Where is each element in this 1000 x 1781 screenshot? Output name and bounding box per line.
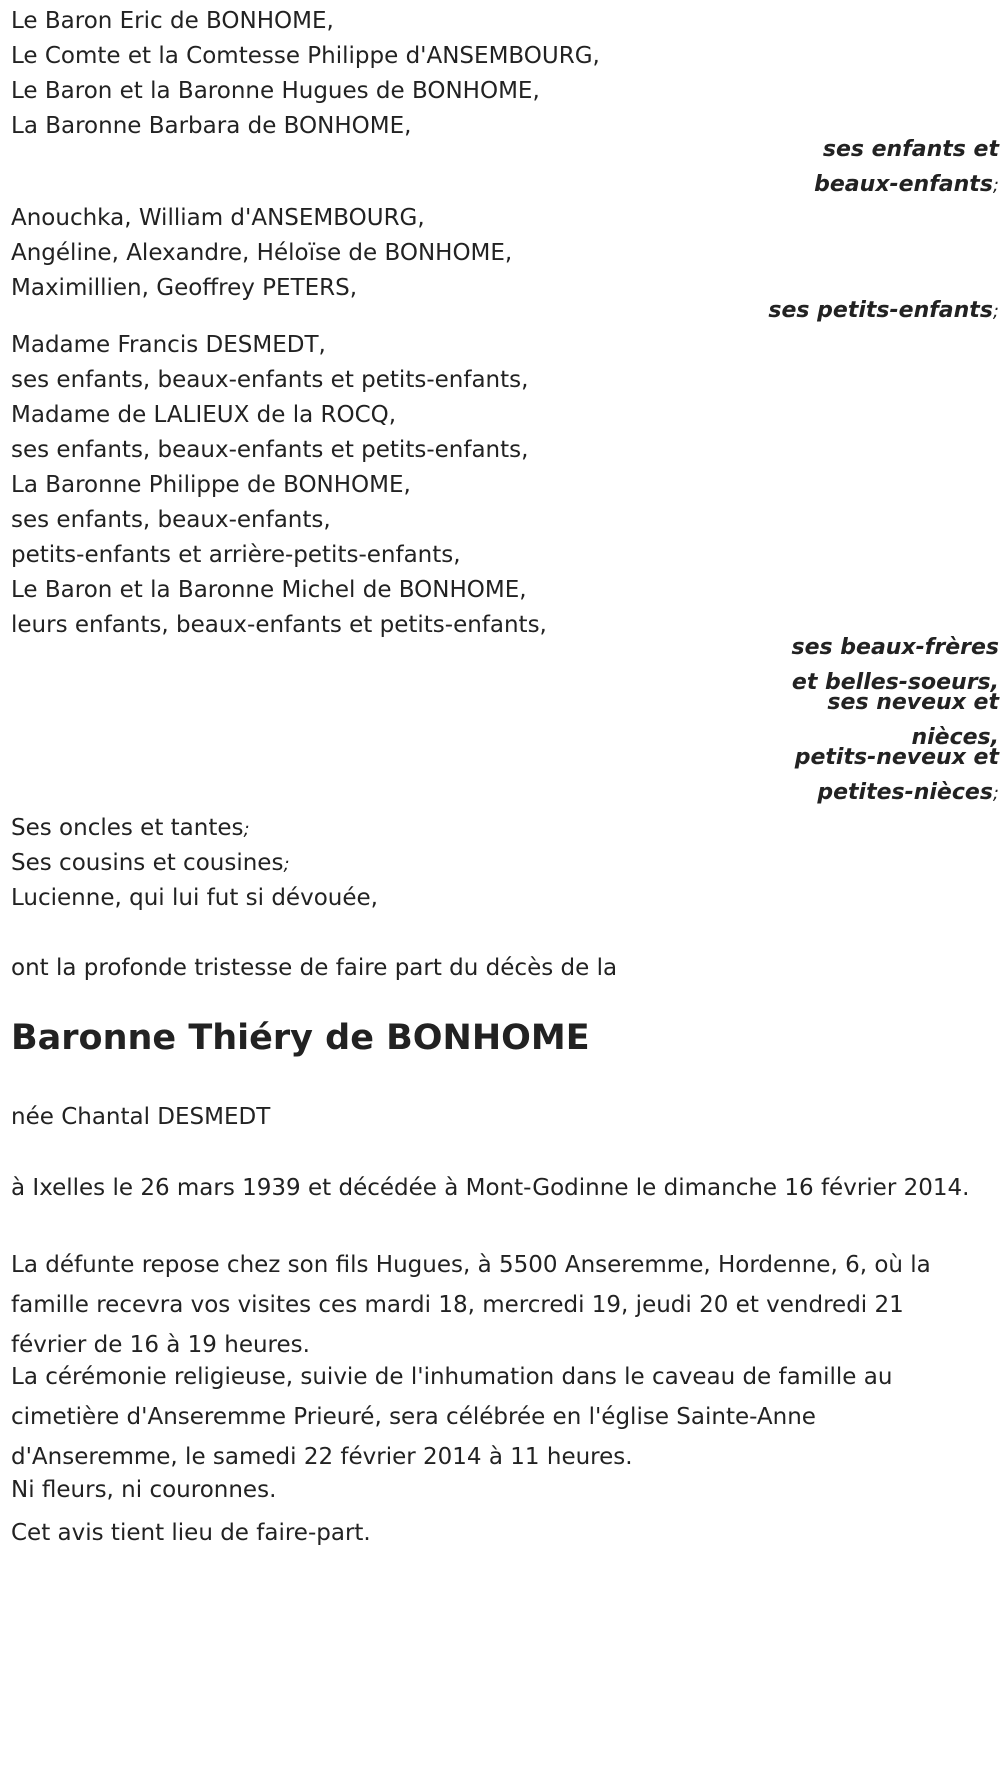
announcer-line: Madame Francis DESMEDT, <box>11 332 326 358</box>
announcer-line: Le Baron et la Baronne Michel de BONHOME, <box>11 577 527 603</box>
maiden-name: née Chantal DESMEDT <box>11 1104 271 1130</box>
announcer-line: La Baronne Barbara de BONHOME, <box>11 113 412 139</box>
deceased-name: Baronne Thiéry de BONHOME <box>11 1018 590 1058</box>
closing-paragraph: Cet avis tient lieu de faire-part. <box>11 1520 371 1546</box>
relation-label: beaux-enfants; <box>814 172 999 197</box>
birth-death-paragraph: à Ixelles le 26 mars 1939 et décédée à Mont-Godinne le dimanche 16 février 2014. <box>11 1175 970 1201</box>
visitation-paragraph: La défunte repose chez son fils Hugues, à 5500 Anseremme, Hordenne, 6, où la famille recevra vos visites ces mardi 18, mercredi 19, jeudi 20 et vendredi 21 février de 16 à 19 heures. <box>11 1252 931 1358</box>
announcer-line: ses enfants, beaux-enfants et petits-enfants, <box>11 437 529 463</box>
announcer-line: Le Baron Eric de BONHOME, <box>11 8 334 34</box>
relation-label: ses beaux-frères <box>791 635 999 660</box>
announcer-line: Le Comte et la Comtesse Philippe d'ANSEMBOURG, <box>11 43 600 69</box>
announcer-line: leurs enfants, beaux-enfants et petits-enfants, <box>11 612 547 638</box>
announcer-line: Maximillien, Geoffrey PETERS, <box>11 275 358 301</box>
announcer-line: Anouchka, William d'ANSEMBOURG, <box>11 205 425 231</box>
announcer-line: Ses oncles et tantes; <box>11 815 250 841</box>
announcer-line: Lucienne, qui lui fut si dévouée, <box>11 885 378 911</box>
announcer-line: Le Baron et la Baronne Hugues de BONHOME, <box>11 78 540 104</box>
announcer-line: Madame de LALIEUX de la ROCQ, <box>11 402 397 428</box>
ceremony-paragraph: La cérémonie religieuse, suivie de l'inhumation dans le caveau de famille au cimetière d'Anseremme Prieuré, sera célébrée en l'église Sainte-Anne d'Anseremme, le samedi 22 février 2014 à 11 heures. <box>11 1364 893 1470</box>
relation-label: petites-nièces; <box>817 780 999 805</box>
announcer-line: ses enfants, beaux-enfants, <box>11 507 331 533</box>
relation-label: petits-neveux et <box>794 745 999 770</box>
announcer-line: Angéline, Alexandre, Héloïse de BONHOME, <box>11 240 513 266</box>
flowers-paragraph: Ni fleurs, ni couronnes. <box>11 1477 277 1503</box>
relation-label: et belles-soeurs, <box>791 670 999 695</box>
relation-label: ses petits-enfants; <box>768 298 999 323</box>
announcer-line: Ses cousins et cousines; <box>11 850 290 876</box>
announcer-line: La Baronne Philippe de BONHOME, <box>11 472 411 498</box>
announcer-line: petits-enfants et arrière-petits-enfants, <box>11 542 461 568</box>
intro-text: ont la profonde tristesse de faire part du décès de la <box>11 955 618 981</box>
relation-label: ses enfants et <box>822 137 999 162</box>
relation-label: ses neveux et <box>827 690 999 715</box>
announcer-line: ses enfants, beaux-enfants et petits-enfants, <box>11 367 529 393</box>
relation-label: nièces, <box>911 725 999 750</box>
